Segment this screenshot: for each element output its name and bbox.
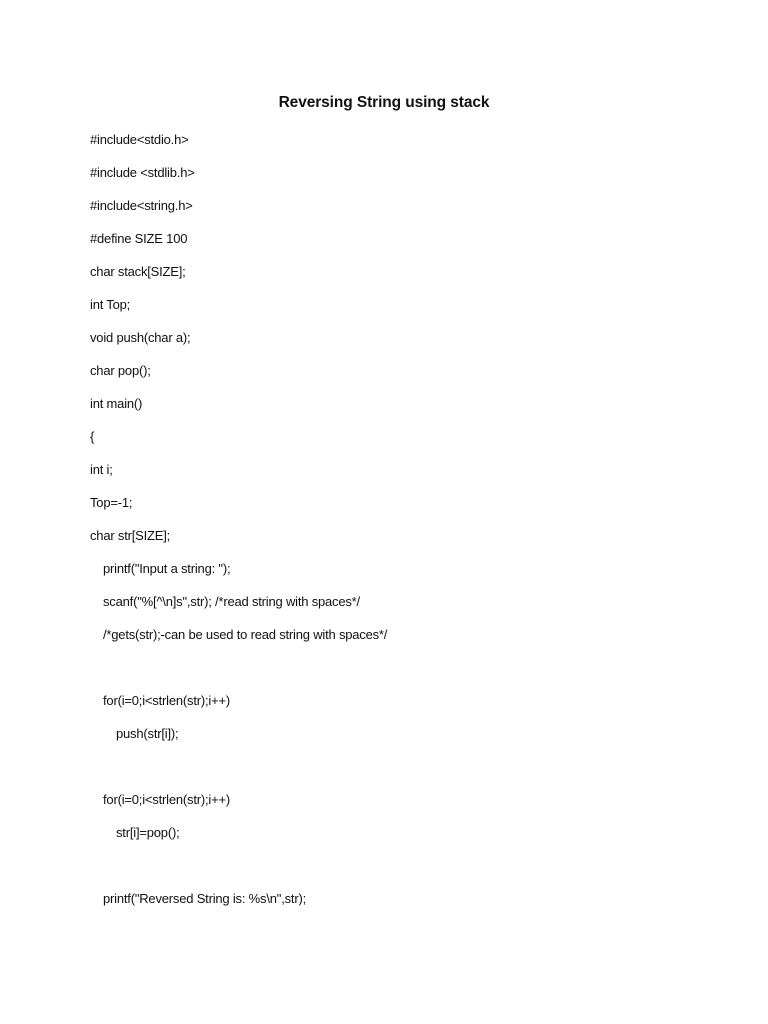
code-line: int i; bbox=[90, 462, 113, 477]
blank-line bbox=[90, 757, 730, 790]
code-line: /*gets(str);-can be used to read string with spaces*/ bbox=[103, 627, 388, 642]
code-line: char pop(); bbox=[90, 363, 151, 378]
document-title: Reversing String using stack bbox=[278, 94, 490, 111]
code-line: #include <stdlib.h> bbox=[90, 165, 195, 180]
code-line: Top=-1; bbox=[90, 495, 133, 510]
code-line: str[i]=pop(); bbox=[116, 825, 180, 840]
code-line: for(i=0;i<strlen(str);i++) bbox=[103, 792, 231, 807]
code-line: #include<string.h> bbox=[90, 198, 193, 213]
code-line: for(i=0;i<strlen(str);i++) bbox=[103, 693, 231, 708]
code-listing bbox=[90, 130, 730, 922]
code-line: #include<stdio.h> bbox=[90, 132, 189, 147]
blank-line bbox=[90, 658, 730, 691]
code-line: void push(char a); bbox=[90, 330, 191, 345]
code-line: char str[SIZE]; bbox=[90, 528, 171, 543]
blank-line bbox=[90, 856, 730, 889]
code-line: printf("Reversed String is: %s\n",str); bbox=[103, 891, 306, 906]
code-line: { bbox=[90, 429, 95, 444]
code-line: int main() bbox=[90, 396, 143, 411]
code-line: char stack[SIZE]; bbox=[90, 264, 186, 279]
code-line: printf("Input a string: "); bbox=[103, 561, 231, 576]
code-line: scanf("%[^\n]s",str); /*read string with spaces*/ bbox=[103, 594, 360, 609]
code-line: #define SIZE 100 bbox=[90, 231, 188, 246]
code-line: push(str[i]); bbox=[116, 726, 179, 741]
code-line: int Top; bbox=[90, 297, 131, 312]
